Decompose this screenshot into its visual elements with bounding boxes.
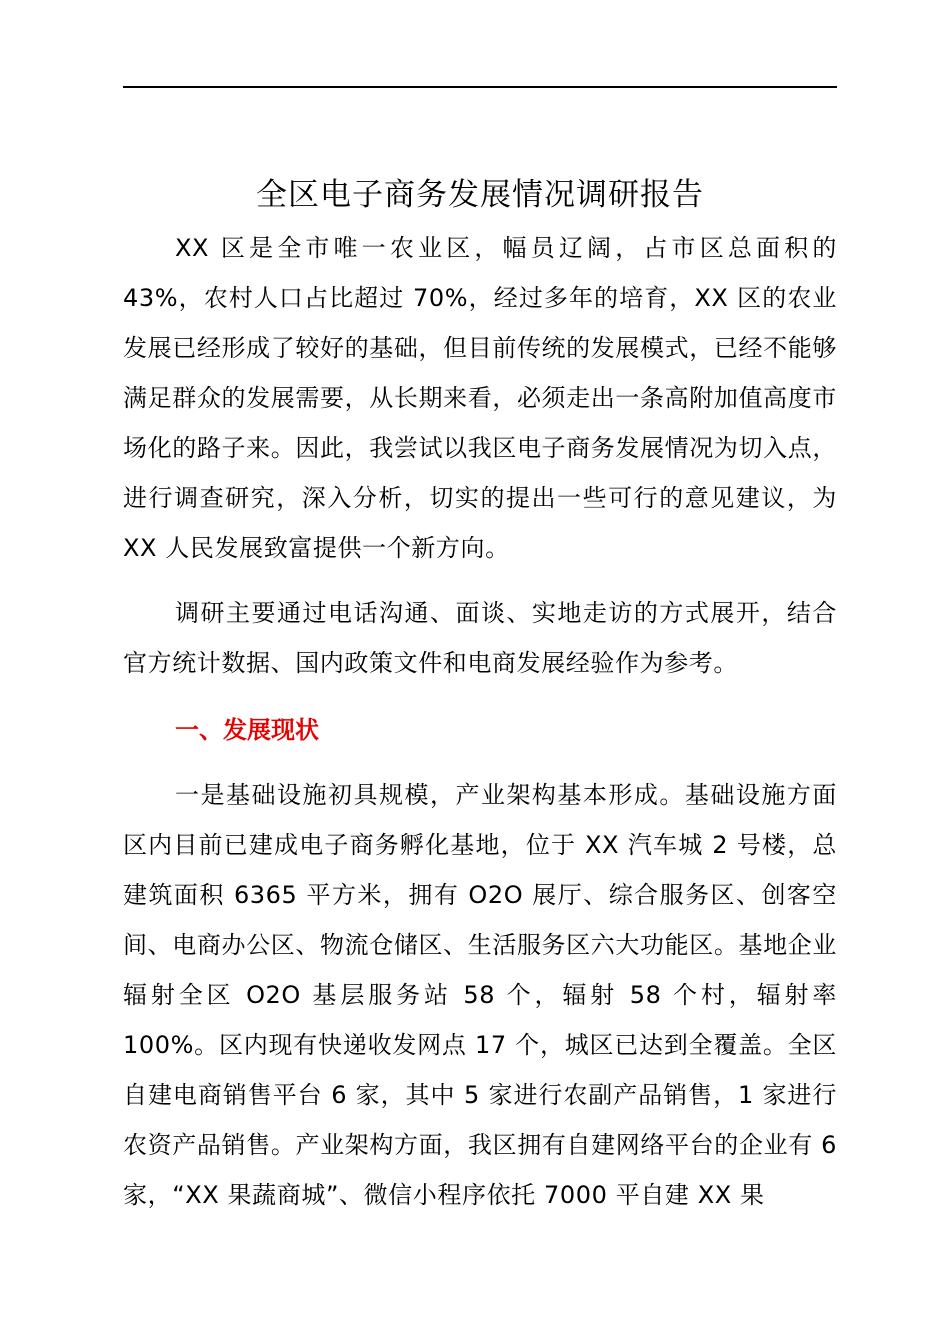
intro-paragraph: XX 区是全市唯一农业区，幅员辽阔，占市区总面积的43%，农村人口占比超过 70%，经过多年的培育，XX 区的农业发展已经形成了较好的基础，但目前传统的发展模式，已经不能够满足群众的发展需要，从长期来看，必须走出一条高附加值高度市场化的路子来。因此，我尝试以我区电子商务发展情况为切入点，进行调查研究，深入分析，切实的提出一些可行的意见建议，为 XX 人民发展致富提供一个新方向。 — [123, 234, 837, 562]
section-heading-status: 一、发展现状 — [175, 716, 319, 744]
header-rule — [123, 86, 837, 88]
status-paragraph: 一是基础设施初具规模，产业架构基本形成。基础设施方面区内目前已建成电子商务孵化基地，位于 XX 汽车城 2 号楼，总建筑面积 6365 平方米，拥有 O2O 展厅、综合服务区、创客空间、电商办公区、物流仓储区、生活服务区六大功能区。基地企业辐射全区 O2O 基层服务站 58 个，辐射 58 个村，辐射率100%。区内现有快递收发网点 17 个，城区已达到全覆盖。全区自建电商销售平台 6 家，其中 5 家进行农副产品销售，1 家进行农资产品销售。产业架构方面，我区拥有自建网络平台的企业有 6 家，“XX 果蔬商城”、微信小程序依托 7000 平自建 XX 果 — [123, 781, 837, 1209]
document-title: 全区电子商务发展情况调研报告 — [256, 176, 704, 213]
method-paragraph: 调研主要通过电话沟通、面谈、实地走访的方式展开，结合官方统计数据、国内政策文件和电商发展经验作为参考。 — [123, 599, 837, 677]
